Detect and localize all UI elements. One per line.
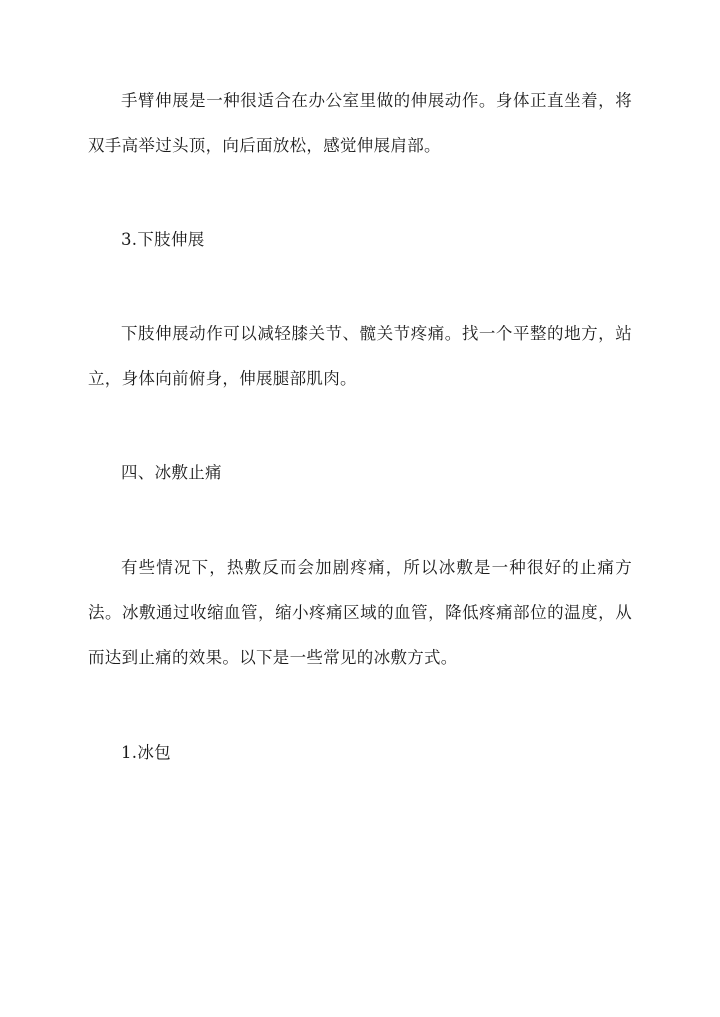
heading-ice-pack: 1.冰包 [121, 743, 171, 762]
heading-lower-limb-stretch: 3.下肢伸展 [121, 230, 205, 249]
paragraph-ice-pain-relief: 有些情况下，热敷反而会加剧疼痛，所以冰敷是一种很好的止痛方法。冰敷通过收缩血管，缩小疼痛区域的血管，降低疼痛部位的温度，从而达到止痛的效果。以下是一些常见的冰敷方式。 [88, 558, 632, 667]
paragraph-arm-stretch: 手臂伸展是一种很适合在办公室里做的伸展动作。身体正直坐着，将双手高举过头顶，向后面放松，感觉伸展肩部。 [88, 91, 632, 155]
paragraph-lower-limb-stretch: 下肢伸展动作可以减轻膝关节、髋关节疼痛。找一个平整的地方，站立，身体向前俯身，伸展腿部肌肉。 [88, 324, 632, 388]
heading-ice-pain-relief: 四、冰敷止痛 [121, 463, 222, 482]
